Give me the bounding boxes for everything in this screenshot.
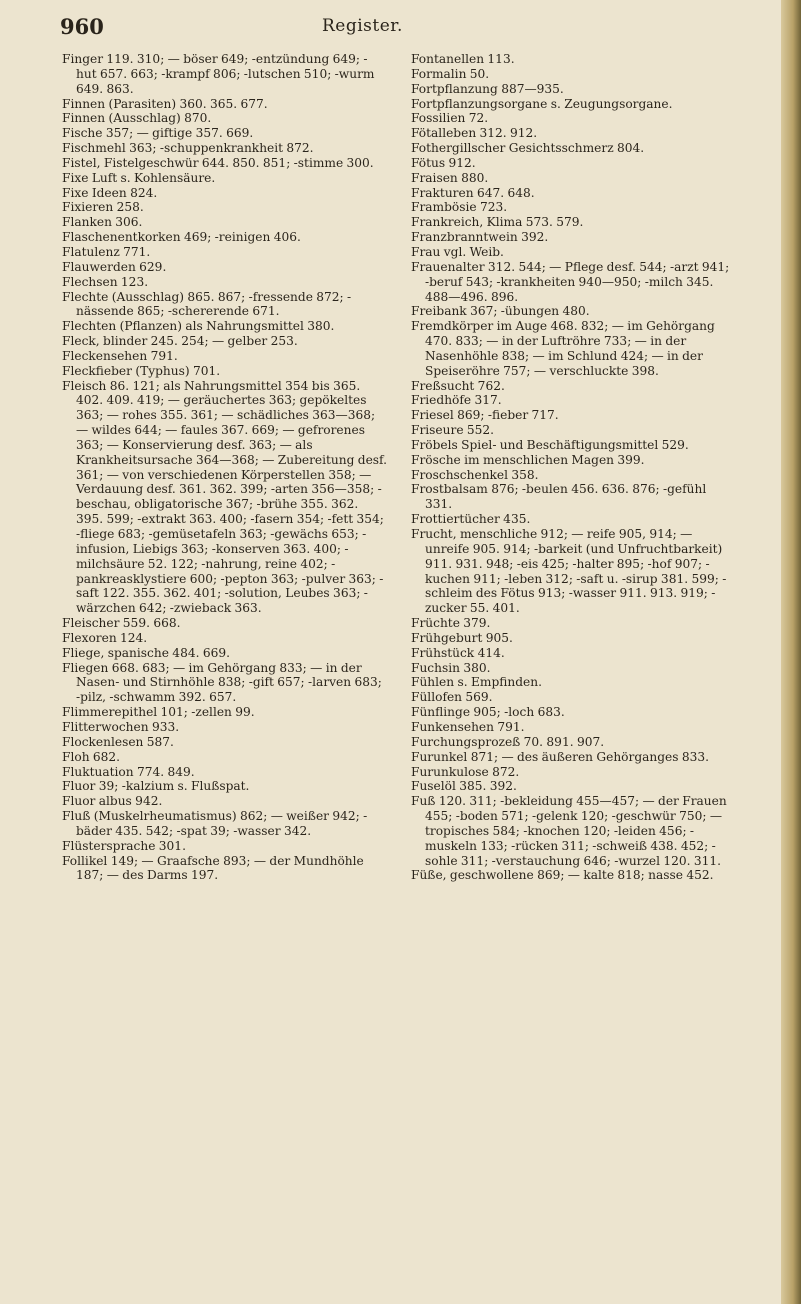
index-entry: Furunkel 871; — des äußeren Gehörganges 833.: [411, 749, 710, 764]
index-entry: Flanken 306.: [62, 215, 143, 230]
index-entry: Fuchsin 380.: [411, 660, 491, 675]
index-entry: Füße, geschwollene 869; — kalte 818; nasse 452.: [411, 868, 714, 883]
index-entry: Früchte 379.: [411, 616, 491, 631]
index-entry: Flechte (Ausschlag) 865. 867; -fressende 872; -nässende 865; -schererende 671.: [62, 289, 352, 319]
index-entry: Fühlen s. Empfinden.: [411, 675, 542, 690]
index-entry: Fremdkörper im Auge 468. 832; — im Gehörgang 470. 833; — in der Luftröhre 733; — in der Nasenhöhle 838; — im Schlund 424; — in der Speiseröhre 757; — verschluckte 398.: [411, 319, 715, 378]
index-entry: Finger 119. 310; — böser 649; -entzündung 649; -hut 657. 663; -krampf 806; -lutschen 510; -wurm 649. 863.: [62, 52, 375, 96]
index-entry: Flauwerden 629.: [62, 259, 167, 274]
index-entry: Freßsucht 762.: [411, 378, 505, 393]
index-entry: Flitterwochen 933.: [62, 719, 180, 734]
index-entry: Fuselöl 385. 392.: [411, 779, 517, 794]
index-entry: Flockenlesen 587.: [62, 734, 174, 749]
index-entry: Fixe Luft s. Kohlensäure.: [62, 170, 216, 185]
running-title: Register.: [322, 16, 403, 36]
index-entry: Fluktuation 774. 849.: [62, 764, 195, 779]
right-column: [411, 52, 736, 883]
index-entry: Fleischer 559. 668.: [62, 616, 181, 631]
index-entry: Fötalleben 312. 912.: [411, 126, 538, 141]
index-entry: Friedhöfe 317.: [411, 393, 502, 408]
index-entry: Fluor albus 942.: [62, 794, 163, 809]
left-column: [62, 52, 387, 883]
index-entry: Fleckensehen 791.: [62, 348, 178, 363]
index-entry: Frostbalsam 876; -beulen 456. 636. 876; -gefühl 331.: [411, 482, 707, 512]
index-entry: Fliege, spanische 484. 669.: [62, 645, 230, 660]
index-entry: Friseure 552.: [411, 423, 495, 438]
index-columns: [62, 52, 752, 1282]
index-entry: Finnen (Parasiten) 360. 365. 677.: [62, 96, 268, 111]
index-entry: Furchungsprozeß 70. 891. 907.: [411, 734, 605, 749]
index-entry: Frakturen 647. 648.: [411, 185, 535, 200]
index-entry: Fuß 120. 311; -bekleidung 455—457; — der Frauen 455; -boden 571; -gelenk 120; -geschwür 750; — tropisches 584; -knochen 120; -leiden 456; -muskeln 133; -rücken 311; -schweiß 438. 452; -sohle 311; -verstauchung 646; -wurzel 120. 311.: [411, 794, 727, 868]
index-entry: Fleck, blinder 245. 254; — gelber 253.: [62, 334, 298, 349]
index-entry: Freibank 367; -übungen 480.: [411, 304, 590, 319]
index-entry: Formalin 50.: [411, 66, 490, 81]
index-entry: Fontanellen 113.: [411, 52, 515, 66]
index-entry: Flechsen 123.: [62, 274, 149, 289]
index-entry: Finnen (Ausschlag) 870.: [62, 111, 212, 126]
index-entry: Frucht, menschliche 912; — reife 905, 914; — unreife 905. 914; -barkeit (und Unfruchtbarkeit) 911. 931. 948; -eis 425; -halter 895; -hof 907; -kuchen 911; -leben 312; -saft u. -sirup 381. 599; -schleim des Fötus 913; -wasser 911. 913. 919; -zucker 55. 401.: [411, 527, 727, 616]
index-entry: Frottiertücher 435.: [411, 512, 531, 527]
index-entry: Fraisen 880.: [411, 170, 489, 185]
index-entry: Fixe Ideen 824.: [62, 185, 158, 200]
index-entry: Fötus 912.: [411, 155, 476, 170]
index-entry: Fleisch 86. 121; als Nahrungsmittel 354 bis 365. 402. 409. 419; — geräuchertes 363; gepökeltes 363; — rohes 355. 361; — schädliches 363—368; — wildes 644; — faules 367. 669; — gefrorenes 363; — Konservierung desf. 363; — als Krankheitsursache 364—368; — Zubereitung desf. 361; — von verschiedenen Körperstellen 358; — Verdauung desf. 361. 362. 399; -arten 356—358; -beschau, obligatorische 367; -brühe 355. 362. 395. 599; -extrakt 363. 400; -fasern 354; -fett 354; -fliege 683; -gemüsetafeln 363; -gewächs 653; -infusion, Liebigs 363; -konserven 363. 400; -milchsäure 52. 122; -nahrung, reine 402; -pankreasklystiere 600; -pepton 363; -pulver 363; -saft 122. 355. 362. 401; -solution, Leubes 363; -wärzchen 642; -zwieback 363.: [62, 378, 388, 616]
index-entry: Flexoren 124.: [62, 630, 148, 645]
index-entry: Flüstersprache 301.: [62, 838, 186, 853]
index-entry: Froschschenkel 358.: [411, 467, 539, 482]
index-entry: Frösche im menschlichen Magen 399.: [411, 452, 645, 467]
index-entry: Fluor 39; -kalzium s. Flußspat.: [62, 779, 250, 794]
index-entry: Floh 682.: [62, 749, 121, 764]
index-entry: Flaschenentkorken 469; -reinigen 406.: [62, 230, 301, 245]
index-entry: Frühstück 414.: [411, 645, 505, 660]
index-entry: Frau vgl. Weib.: [411, 244, 504, 259]
index-entry: Fluß (Muskelrheumatismus) 862; — weißer 942; -bäder 435. 542; -spat 39; -wasser 342.: [62, 809, 368, 838]
index-entry: Fliegen 668. 683; — im Gehörgang 833; — in der Nasen- und Stirnhöhle 838; -gift 657; -larven 683; -pilz, -schwamm 392. 657.: [62, 660, 382, 705]
index-entry: Flatulenz 771.: [62, 244, 151, 259]
index-entry: Follikel 149; — Graafsche 893; — der Mundhöhle 187; — des Darms 197.: [62, 853, 364, 883]
index-entry: Fothergillscher Gesichtsschmerz 804.: [411, 141, 645, 156]
index-entry: Fortpflanzungsorgane s. Zeugungsorgane.: [411, 96, 673, 111]
page-edge: [781, 0, 801, 1304]
index-entry: Franzbranntwein 392.: [411, 230, 549, 245]
index-entry: Furunkulose 872.: [411, 764, 520, 779]
index-entry: Frambösie 723.: [411, 200, 508, 215]
index-entry: Flechten (Pflanzen) als Nahrungsmittel 380.: [62, 319, 335, 334]
index-entry: Fistel, Fistelgeschwür 644. 850. 851; -stimme 300.: [62, 155, 374, 170]
index-entry: Fossilien 72.: [411, 111, 489, 126]
index-entry: Flimmerepithel 101; -zellen 99.: [62, 705, 255, 720]
index-entry: Fischmehl 363; -schuppenkrankheit 872.: [62, 141, 314, 156]
index-entry: Frankreich, Klima 573. 579.: [411, 215, 584, 230]
index-entry: Fische 357; — giftige 357. 669.: [62, 126, 254, 141]
index-entry: Fröbels Spiel- und Beschäftigungsmittel 529.: [411, 437, 689, 452]
page-header: [60, 14, 680, 44]
index-entry: Fortpflanzung 887—935.: [411, 81, 564, 96]
index-entry: Fixieren 258.: [62, 200, 144, 215]
index-entry: Frühgeburt 905.: [411, 630, 513, 645]
index-entry: Friesel 869; -fieber 717.: [411, 408, 559, 423]
index-entry: Fünflinge 905; -loch 683.: [411, 705, 565, 720]
index-entry: Fleckfieber (Typhus) 701.: [62, 363, 221, 378]
page-number: 960: [60, 14, 104, 39]
index-entry: Füllofen 569.: [411, 690, 493, 705]
index-entry: Funkensehen 791.: [411, 719, 525, 734]
index-entry: Frauenalter 312. 544; — Pflege desf. 544; -arzt 941; -beruf 543; -krankheiten 940—950; -milch 345. 488—496. 896.: [411, 259, 730, 304]
